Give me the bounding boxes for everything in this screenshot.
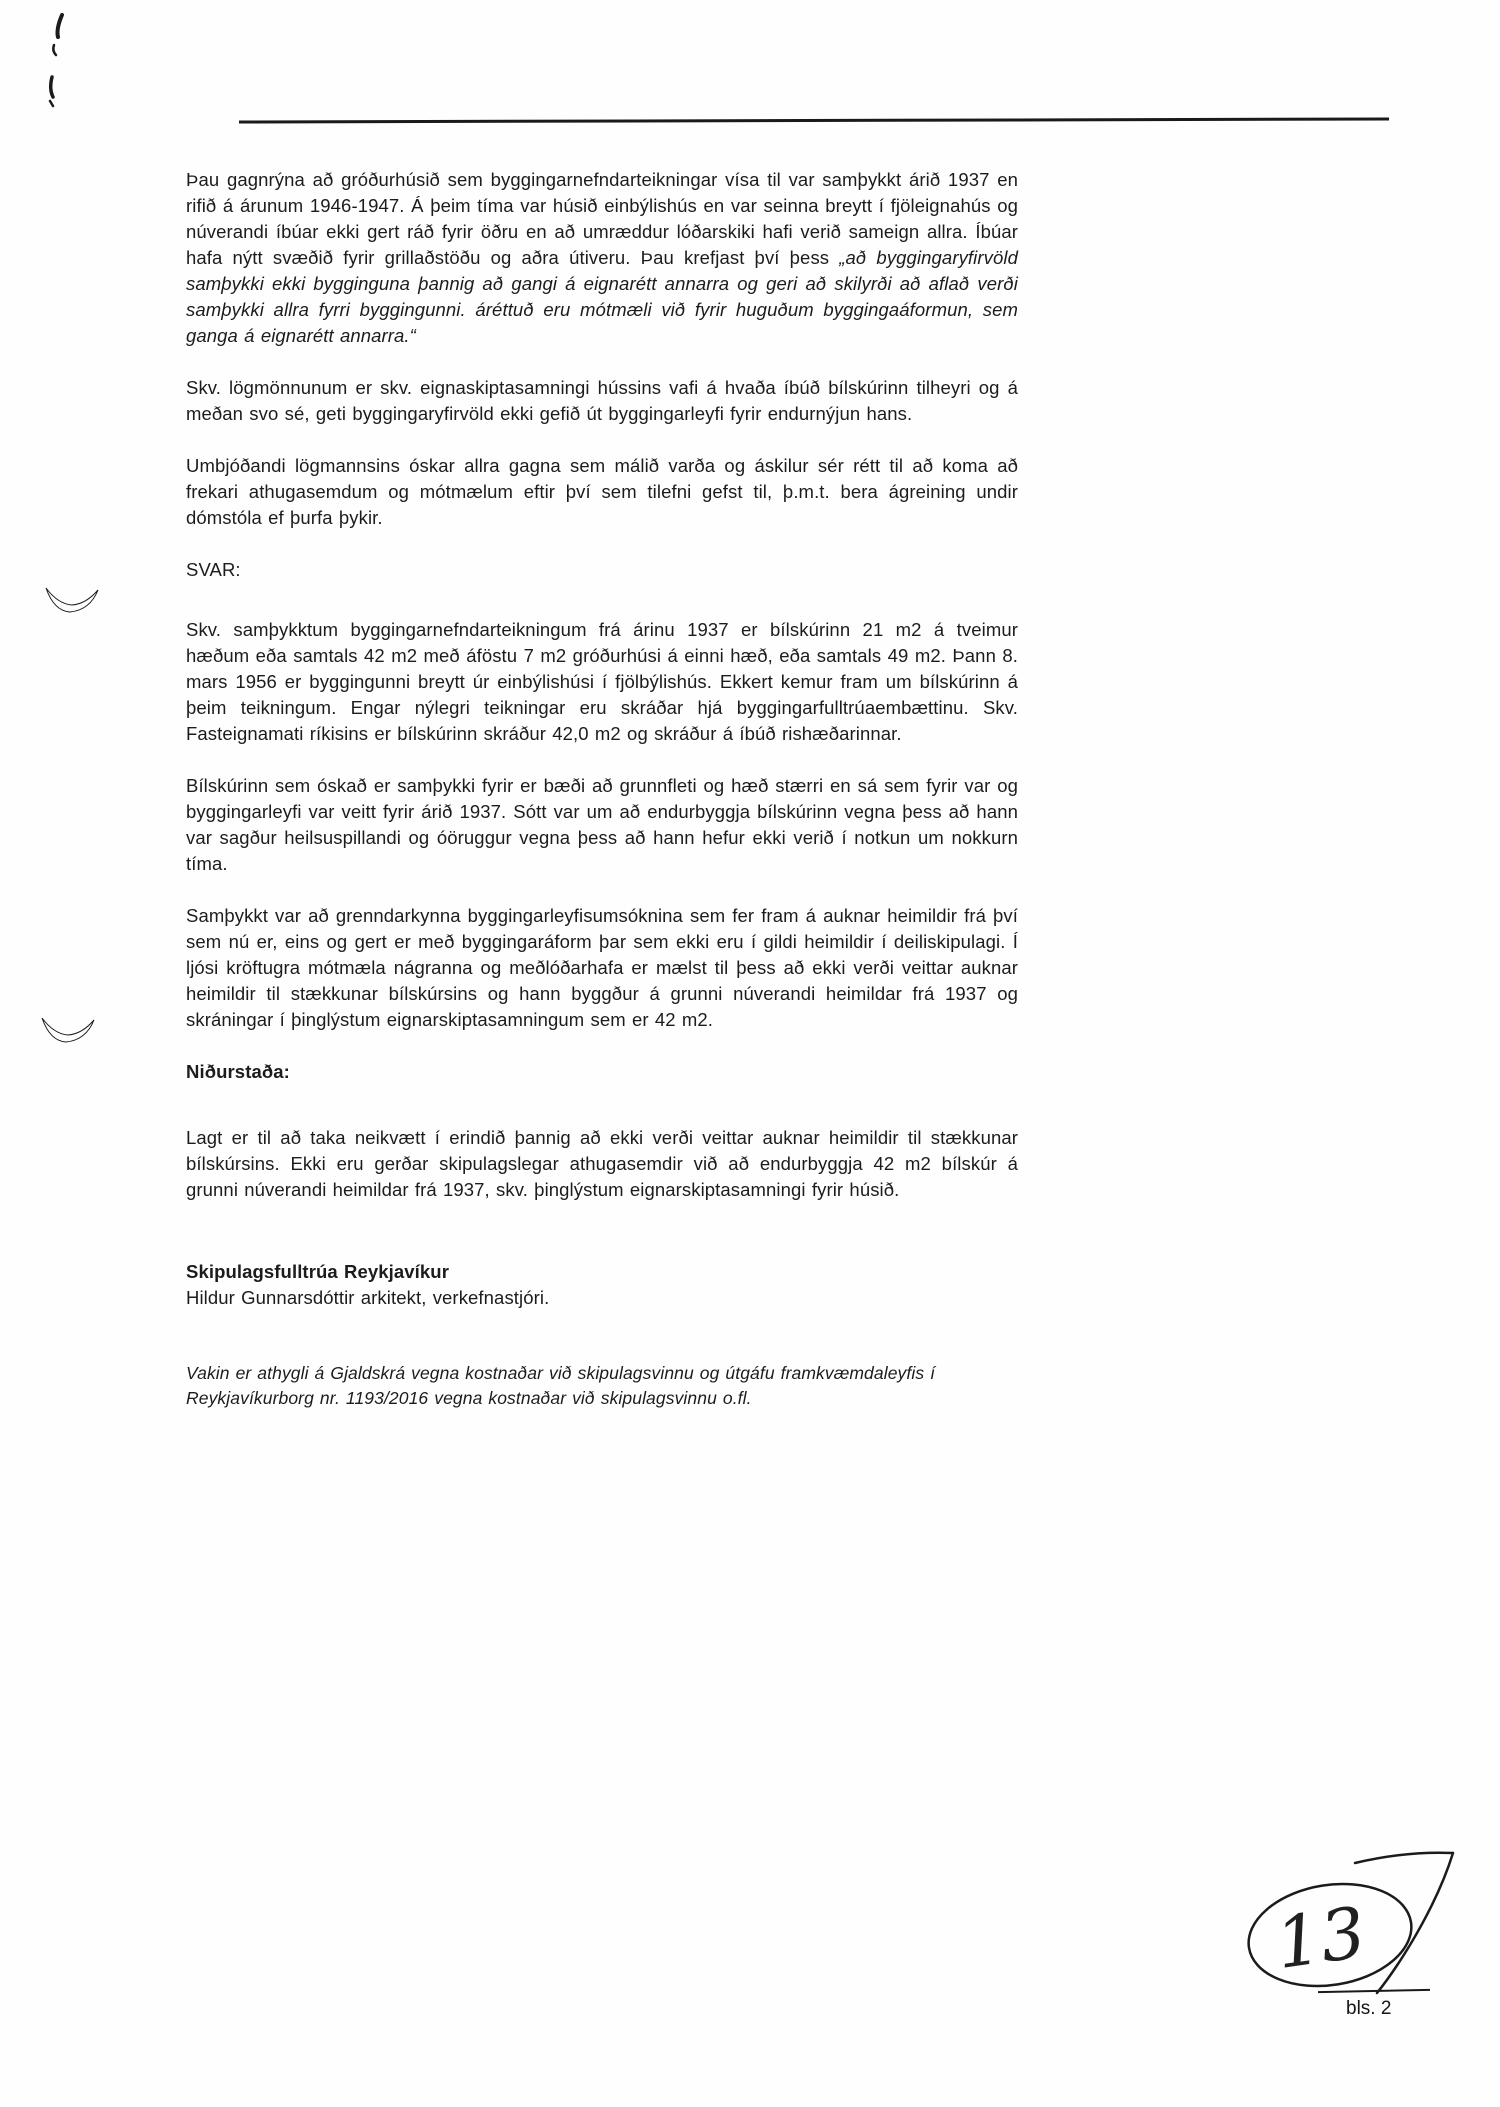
handwritten-signature-icon	[1215, 1835, 1475, 2005]
checkmark-pen-icon-1	[38, 578, 108, 623]
signature-block	[186, 1259, 1018, 1311]
paragraph-objection-quote: „að byggingaryfirvöld samþykki ekki bygginguna þannig að gangi á eignarétt annarra og geri að skilyrði að aflað verði samþykki allra fyrri byggingunni. áréttuð eru mótmæli við fyrir huguðum byggingaáformun, sem ganga á eignarétt annarra.“	[186, 247, 1018, 346]
paragraph-lawyers-doubt: Skv. lögmönnunum er skv. eignaskiptasamningi hússins vafi á hvaða íbúð bílskúrinn tilheyri og á meðan svo sé, geti byggingaryfirvöld ekki gefið út byggingarleyfi fyrir endurnýjun hans.	[186, 377, 1018, 424]
page-number-block	[1318, 1990, 1430, 2020]
signature-name: Hildur Gunnarsdóttir arkitekt, verkefnastjóri.	[186, 1287, 550, 1308]
paragraph-data-request: Umbjóðandi lögmannsins óskar allra gagna sem málið varða og áskilur sér rétt til að koma að frekari athugasemdum og mótmælum eftir því sem tilefni gefst til, þ.m.t. bera ágreining undir dómstóla ef þurfa þykir.	[186, 455, 1018, 528]
handwritten-mark-text: 13	[1270, 1891, 1371, 1985]
nidurstada-heading: Niðurstaða:	[186, 1061, 290, 1082]
page-number: bls. 2	[1346, 1998, 1392, 2019]
footer-fee-note: Vakin er athygli á Gjaldskrá vegna kostnaðar við skipulagsvinnu og útgáfu framkvæmdaleyfis í Reykjavíkurborg nr. 1193/2016 vegna kostnaðar við skipulagsvinnu o.fl.	[186, 1363, 936, 1408]
paragraph-objection-normal: Þau gagnrýna að gróðurhúsið sem byggingarnefndarteikningar vísa til var samþykkt árið 1937 en rifið á árunum 1946-1947. Á þeim tíma var húsið einbýlishús en var seinna breytt í fjöleignahús og núverandi íbúar ekki gert ráð fyrir öðru en að umræddur lóðarskiki hafi verið sameign allra. Íbúar hafa nýtt svæðið fyrir grillaðstöðu og aðra útiveru. Þau krefjast því þess	[186, 169, 1018, 268]
paragraph-objection	[186, 167, 1018, 349]
pen-mark-top-left-icon	[40, 5, 100, 115]
document-body	[186, 167, 1018, 1411]
paragraph-conclusion: Lagt er til að taka neikvætt í erindið þannig að ekki verði veittar auknar heimildir til stækkunar bílskúrsins. Ekki eru gerðar skipulagslegar athugasemdir við að endurbyggja 42 m2 bílskúr á grunni núverandi heimildar frá 1937, skv. þinglýstum eignarskiptasamningi fyrir húsið.	[186, 1127, 1018, 1200]
paragraph-answer-garage: Bílskúrinn sem óskað er samþykki fyrir er bæði að grunnfleti og hæð stærri en sá sem fyrir var og byggingarleyfi var veitt fyrir árið 1937. Sótt var um að endurbyggja bílskúrinn vegna þess að hann var sagður heilsuspillandi og óöruggur vegna þess að hann hefur ekki verið í notkun um nokkurn tíma.	[186, 775, 1018, 874]
signature-office: Skipulagsfulltrúa Reykjavíkur	[186, 1261, 449, 1282]
checkmark-pen-icon-2	[34, 1008, 104, 1053]
svar-heading: SVAR:	[186, 559, 241, 580]
paragraph-answer-history: Skv. samþykktum byggingarnefndarteikningum frá árinu 1937 er bílskúrinn 21 m2 á tveimur hæðum eða samtals 42 m2 með áföstu 7 m2 gróðurhúsi á einni hæð, eða samtals 49 m2. Þann 8. mars 1956 er byggingunni breytt úr einbýlishúsi í fjölbýlishús. Ekkert kemur fram um bílskúrinn á þeim teikningum. Engar nýlegri teikningar eru skráðar hjá byggingarfulltrúaembættinu. Skv. Fasteignamati ríkisins er bílskúrinn skráður 42,0 m2 og skráður á íbúð rishæðarinnar.	[186, 619, 1018, 744]
header-rule	[239, 117, 1389, 123]
page-number-rule	[1318, 1989, 1430, 1993]
paragraph-answer-consultation: Samþykkt var að grenndarkynna byggingarleyfisumsóknina sem fer fram á auknar heimildir frá því sem nú er, eins og gert er með byggingaráform þar sem ekki eru í gildi heimildir í deiliskipulagi. Í ljósi kröftugra mótmæla nágranna og meðlóðarhafa er mælst til þess að ekki verði veittar auknar heimildir til stækkunar bílskúrsins og hann byggður á grunni núverandi heimildar frá 1937 og skráningar í þinglýstum eignarskiptasamningum sem er 42 m2.	[186, 905, 1018, 1030]
